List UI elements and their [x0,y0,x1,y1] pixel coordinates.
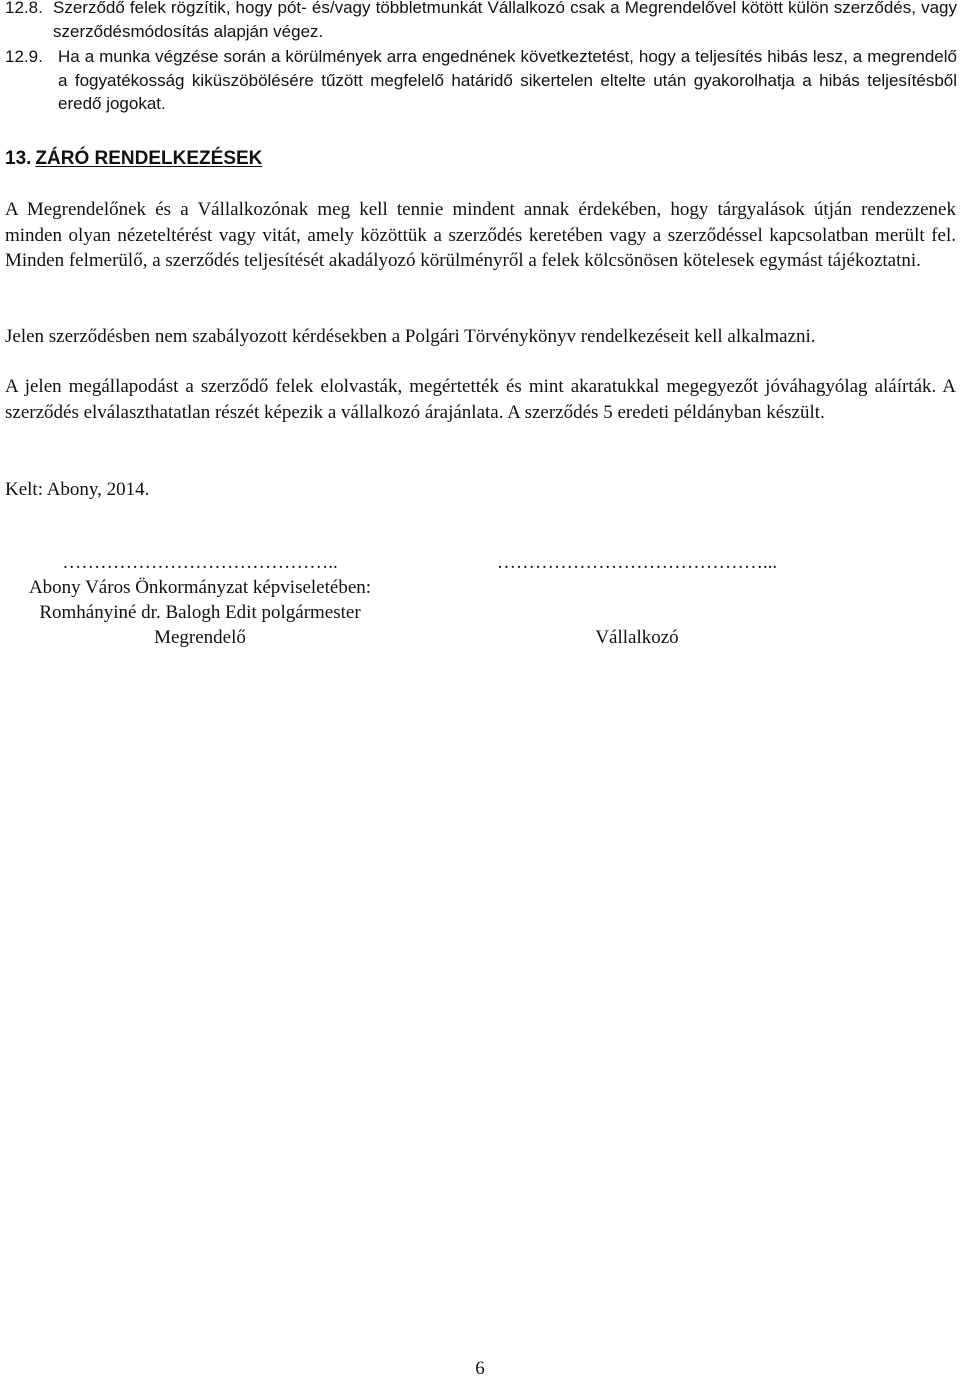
signatory-role: Vállalkozó [595,627,679,648]
signatory-organization: Abony Város Önkormányzat képviseletében: [28,577,372,598]
date-place: Kelt: Abony, 2014. [5,479,150,500]
section-title: ZÁRÓ RENDELKEZÉSEK [35,148,263,169]
signature-line: …………………………………….. [62,552,338,573]
paragraph-civil-code: Jelen szerződésben nem szabályozott kérdésekben a Polgári Törvénykönyv rendelkezéseit kell alkalmazni. [5,326,816,347]
clause-12-9 [5,45,957,116]
section-heading [5,148,262,170]
paragraph-disputes: A Megrendelőnek és a Vállalkozónak meg kell tennie mindent annak érdekében, hogy tárgyalások útján rendezzenek minden olyan nézeteltérést vagy vitát, amely közöttük a szerződés keretében vagy a szerződéssel kapcsolatban merült fel. Minden felmerülő, a szerződés teljesítését akadályozó körülményről a felek kölcsönösen kötelesek egymást tájékoztatni. [5,199,956,271]
clause-text: Szerződő felek rögzítik, hogy pót- és/vagy többletmunkát Vállalkozó csak a Megrendelővel kötött külön szerződés, vagy szerződésmódosítás alapján végez. [53,0,957,41]
signatory-role: Megrendelő [154,627,246,648]
signature-line: ……………………………………... [496,552,778,573]
signature-block-contractor [437,550,837,650]
clause-number: 12.8. [5,0,43,17]
section-number: 13. [5,148,32,169]
clause-text: Ha a munka végzése során a körülmények arra engednének következtetést, hogy a teljesítés hibás lesz, a megrendelő a fogyatékosság kiküszöbölésére tűzött megfelelő határidő sikertelen eltelte után gyakorolhatja a hibás teljesítésből eredő jogokat. [58,47,957,113]
page-number: 6 [475,1358,485,1379]
signature-block-client [5,550,395,650]
paragraph-agreement: A jelen megállapodást a szerződő felek elolvasták, megértették és mint akaratukkal megegyezőt jóváhagyólag aláírták. A szerződés elválaszthatatlan részét képezik a vállalkozó árajánlata. A szerződés 5 eredeti példányban készült. [5,376,956,423]
clause-number: 12.9. [5,47,43,66]
signatory-name: Romhányiné dr. Balogh Edit polgármester [39,602,361,623]
clause-12-8 [5,0,957,43]
